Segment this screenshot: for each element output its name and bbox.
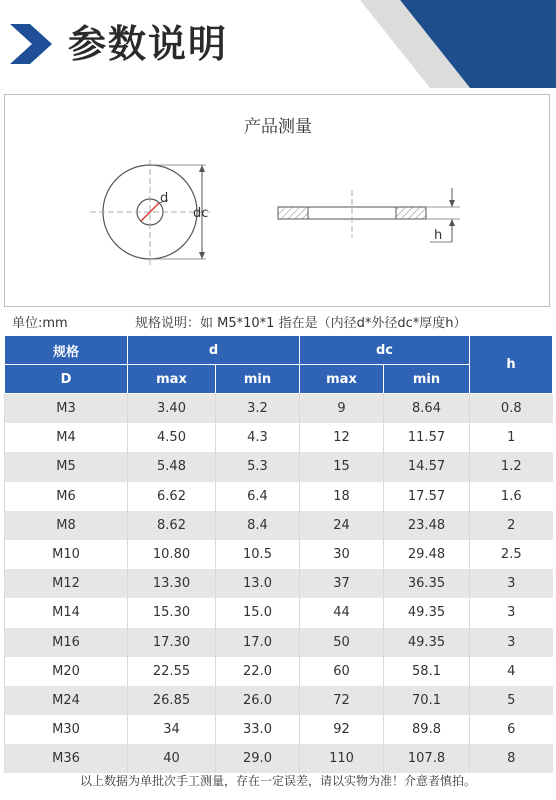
- cell-dc-min: 49.35: [384, 628, 470, 657]
- cell-dc-min: 58.1: [384, 657, 470, 686]
- header-dc-max: max: [300, 365, 384, 394]
- cell-d-min: 3.2: [216, 394, 300, 424]
- cell-d-min: 6.4: [216, 482, 300, 511]
- cell-d-max: 6.62: [128, 482, 216, 511]
- cell-spec: M8: [5, 511, 128, 540]
- table-row: [5, 569, 553, 598]
- cell-d-min: 5.3: [216, 452, 300, 481]
- cell-dc-max: 92: [300, 715, 384, 744]
- label-dc: dc: [193, 206, 209, 221]
- cell-spec: M6: [5, 482, 128, 511]
- diagram-title: 产品测量: [244, 117, 312, 137]
- table-row: [5, 598, 553, 627]
- table-row: [5, 686, 553, 715]
- chevron-icon: [10, 24, 52, 64]
- cell-dc-min: 14.57: [384, 452, 470, 481]
- table-row: [5, 482, 553, 511]
- cell-dc-min: 89.8: [384, 715, 470, 744]
- cell-dc-min: 107.8: [384, 744, 470, 773]
- label-h: h: [434, 228, 443, 243]
- cell-h: 6: [470, 715, 553, 744]
- header-dc: dc: [300, 336, 470, 365]
- section-left: [278, 207, 308, 219]
- label-d: d: [160, 191, 169, 206]
- footer-note: 以上数据为单批次手工测量，存在一定误差，请以实物为准！介意者慎拍。: [79, 774, 476, 788]
- cell-d-min: 8.4: [216, 511, 300, 540]
- cell-d-min: 17.0: [216, 628, 300, 657]
- cell-spec: M12: [5, 569, 128, 598]
- cell-dc-max: 18: [300, 482, 384, 511]
- header-h: h: [470, 336, 553, 394]
- cell-dc-max: 72: [300, 686, 384, 715]
- page-title: 参数说明: [68, 22, 229, 66]
- cell-dc-max: 24: [300, 511, 384, 540]
- header-d-max: max: [128, 365, 216, 394]
- cell-d-min: 26.0: [216, 686, 300, 715]
- dc-arrow-top: [199, 165, 205, 172]
- cell-dc-max: 37: [300, 569, 384, 598]
- cell-spec: M4: [5, 423, 128, 452]
- spec-table: [4, 335, 553, 773]
- cell-d-min: 15.0: [216, 598, 300, 627]
- header-d-min: min: [216, 365, 300, 394]
- info-row: [0, 310, 556, 332]
- table-row: [5, 628, 553, 657]
- table-row: [5, 657, 553, 686]
- cell-d-max: 40: [128, 744, 216, 773]
- cell-d-max: 10.80: [128, 540, 216, 569]
- cell-dc-max: 30: [300, 540, 384, 569]
- table-row: [5, 715, 553, 744]
- table-row: [5, 423, 553, 452]
- cell-dc-max: 110: [300, 744, 384, 773]
- cell-d-max: 22.55: [128, 657, 216, 686]
- cell-spec: M30: [5, 715, 128, 744]
- cell-d-max: 15.30: [128, 598, 216, 627]
- dc-arrow-bottom: [199, 252, 205, 259]
- cell-h: 4: [470, 657, 553, 686]
- table-row: [5, 452, 553, 481]
- cell-spec: M5: [5, 452, 128, 481]
- cell-dc-min: 49.35: [384, 598, 470, 627]
- cell-d-max: 4.50: [128, 423, 216, 452]
- cell-dc-max: 12: [300, 423, 384, 452]
- table-body: [5, 394, 553, 774]
- cell-spec: M36: [5, 744, 128, 773]
- spec-description: 规格说明：如 M5*10*1 指在是（内径d*外径dc*厚度h）: [135, 316, 467, 331]
- cell-d-min: 29.0: [216, 744, 300, 773]
- cell-d-max: 5.48: [128, 452, 216, 481]
- cell-d-max: 34: [128, 715, 216, 744]
- header-d: d: [128, 336, 300, 365]
- cell-h: 3: [470, 598, 553, 627]
- cell-spec: M20: [5, 657, 128, 686]
- cell-dc-max: 15: [300, 452, 384, 481]
- cell-d-max: 26.85: [128, 686, 216, 715]
- cell-d-min: 22.0: [216, 657, 300, 686]
- section-right: [396, 207, 426, 219]
- cell-dc-min: 17.57: [384, 482, 470, 511]
- cell-spec: M24: [5, 686, 128, 715]
- cell-d-max: 8.62: [128, 511, 216, 540]
- header-spec-bottom: D: [5, 365, 128, 394]
- header-dc-min: min: [384, 365, 470, 394]
- cell-dc-max: 9: [300, 394, 384, 424]
- cell-dc-min: 29.48: [384, 540, 470, 569]
- cell-spec: M10: [5, 540, 128, 569]
- cell-h: 3: [470, 628, 553, 657]
- cell-dc-min: 36.35: [384, 569, 470, 598]
- header-banner: [0, 0, 556, 88]
- cell-spec: M14: [5, 598, 128, 627]
- cell-h: 8: [470, 744, 553, 773]
- cell-d-max: 3.40: [128, 394, 216, 424]
- unit-label: 单位:mm: [12, 316, 68, 331]
- cell-h: 1.6: [470, 482, 553, 511]
- h-arrow-bottom: [449, 219, 455, 226]
- cell-dc-min: 23.48: [384, 511, 470, 540]
- cell-dc-min: 70.1: [384, 686, 470, 715]
- cell-spec: M3: [5, 394, 128, 424]
- cell-d-max: 13.30: [128, 569, 216, 598]
- cell-spec: M16: [5, 628, 128, 657]
- cell-d-min: 10.5: [216, 540, 300, 569]
- cell-h: 3: [470, 569, 553, 598]
- table-row: [5, 511, 553, 540]
- cell-dc-min: 8.64: [384, 394, 470, 424]
- cell-h: 2: [470, 511, 553, 540]
- h-arrow-top: [449, 200, 455, 207]
- cell-dc-max: 50: [300, 628, 384, 657]
- cell-h: 2.5: [470, 540, 553, 569]
- washer-diagram: [0, 160, 556, 270]
- header-spec-top: 规格: [5, 336, 128, 365]
- cell-d-min: 4.3: [216, 423, 300, 452]
- cell-dc-min: 11.57: [384, 423, 470, 452]
- cell-d-max: 17.30: [128, 628, 216, 657]
- cell-dc-max: 60: [300, 657, 384, 686]
- table-row: [5, 540, 553, 569]
- table-row: [5, 744, 553, 773]
- cell-dc-max: 44: [300, 598, 384, 627]
- cell-h: 1.2: [470, 452, 553, 481]
- cell-h: 0.8: [470, 394, 553, 424]
- cell-h: 5: [470, 686, 553, 715]
- cell-d-min: 33.0: [216, 715, 300, 744]
- cell-d-min: 13.0: [216, 569, 300, 598]
- cell-h: 1: [470, 423, 553, 452]
- table-row: [5, 394, 553, 424]
